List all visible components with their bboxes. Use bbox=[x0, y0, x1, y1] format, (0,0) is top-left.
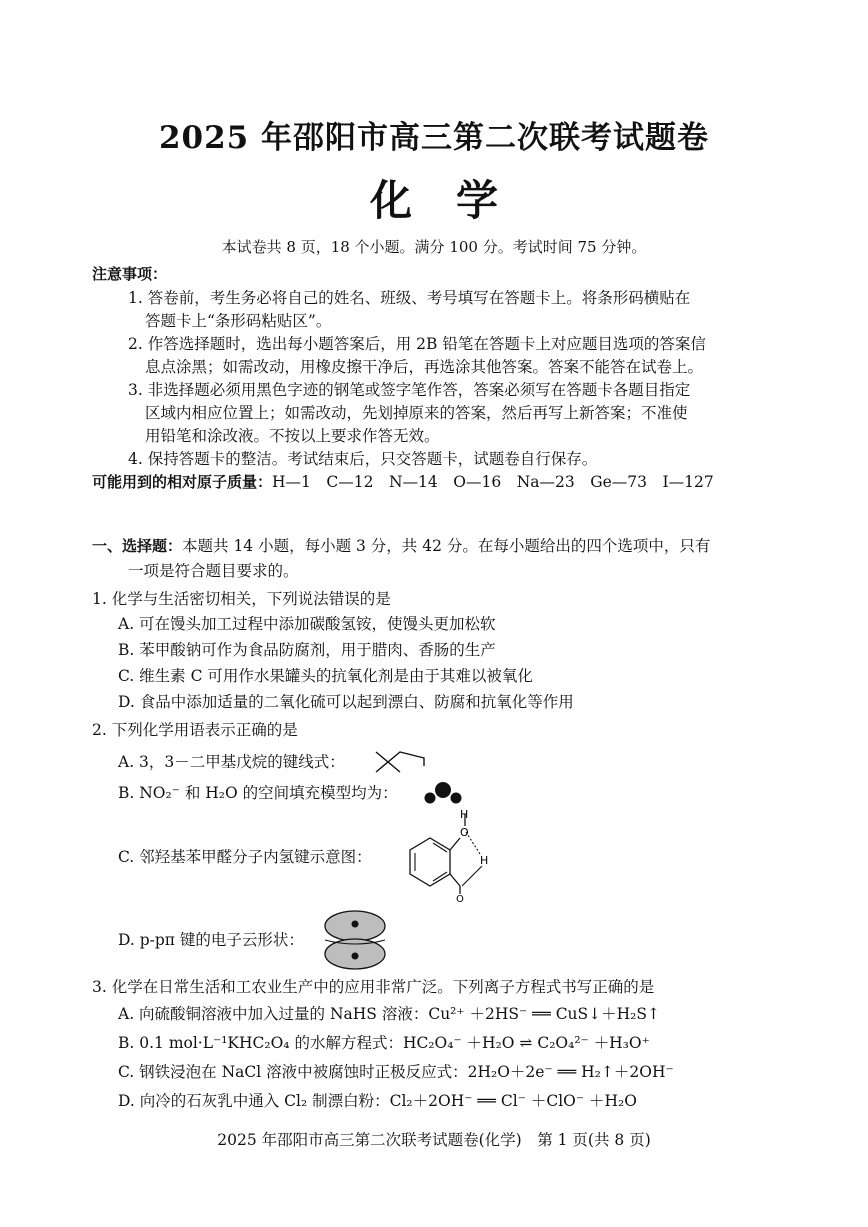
q2-option-b: B. NO₂⁻ 和 H₂O 的空间填充模型均为： bbox=[118, 784, 398, 802]
section-desc: 本题共 14 小题，每小题 3 分，共 42 分。在每小题给出的四个选项中，只有 bbox=[182, 537, 711, 555]
notes-heading: 注意事项： bbox=[92, 265, 168, 283]
atomic-mass-line bbox=[92, 470, 714, 494]
electron-cloud-icon bbox=[322, 906, 388, 974]
note-item: 区域内相应位置上；如需改动，先划掉原来的答案，然后再写上新答案；不准使 bbox=[145, 404, 688, 422]
exam-info: 本试卷共 8 页，18 个小题。满分 100 分。考试时间 75 分钟。 bbox=[221, 238, 647, 256]
page-footer: 2025 年邵阳市高三第二次联考试题卷(化学) 第 1 页(共 8 页) bbox=[217, 1131, 651, 1149]
q2-option-c: C. 邻羟基苯甲醛分子内氢键示意图： bbox=[118, 848, 372, 866]
note-item: 答题卡上“条形码粘贴区”。 bbox=[145, 312, 332, 330]
note-item: 3. 非选择题必须用黑色字迹的钢笔或签字笔作答，答案必须写在答题卡各题目指定 bbox=[128, 381, 691, 399]
section-desc-cont: 一项是符合题目要求的。 bbox=[128, 562, 299, 580]
h-top-label: H bbox=[460, 810, 469, 821]
subject-title: 化学 bbox=[369, 176, 542, 225]
q1-option-c: C. 维生素 C 可用作水果罐头的抗氧化剂是由于其难以被氧化 bbox=[118, 667, 533, 685]
section-heading: 一、选择题： bbox=[92, 537, 183, 555]
o-bottom-label: O bbox=[456, 894, 464, 902]
note-item: 2. 作答选择题时，选出每小题答案后，用 2B 铅笔在答题卡上对应题目选项的答案信 bbox=[128, 335, 706, 353]
space-filling-model-icon bbox=[422, 780, 464, 806]
q1-option-b: B. 苯甲酸钠可作为食品防腐剂，用于腊肉、香肠的生产 bbox=[118, 641, 496, 659]
atomic-mass-values: H—1 C—12 N—14 O—16 Na—23 Ge—73 I—127 bbox=[272, 473, 714, 491]
q1-stem: 1. 化学与生活密切相关，下列说法错误的是 bbox=[92, 590, 391, 608]
q2-option-a: A. 3，3－二甲基戊烷的键线式： bbox=[118, 753, 345, 771]
q3-option-b: B. 0.1 mol·L⁻¹KHC₂O₄ 的水解方程式：HC₂O₄⁻ ＋H₂O ⇌ C₂O₄²⁻ ＋H₃O⁺ bbox=[118, 1034, 650, 1052]
q1-option-d: D. 食品中添加适量的二氧化硫可以起到漂白、防腐和抗氧化等作用 bbox=[118, 693, 574, 711]
note-item: 1. 答卷前，考生务必将自己的姓名、班级、考号填写在答题卡上。将条形码横贴在 bbox=[128, 289, 691, 307]
note-item: 4. 保持答题卡的整洁。考试结束后，只交答题卡，试题卷自行保存。 bbox=[128, 450, 598, 468]
note-item: 用铅笔和涂改液。不按以上要求作答无效。 bbox=[145, 427, 440, 445]
atomic-mass-label: 可能用到的相对原子质量： bbox=[92, 473, 273, 491]
q3-option-d: D. 向冷的石灰乳中通入 Cl₂ 制漂白粉：Cl₂＋2OH⁻ ══ Cl⁻ ＋ClO⁻ ＋H₂O bbox=[118, 1092, 637, 1110]
skeletal-formula-icon bbox=[372, 748, 428, 776]
hydrogen-bond-diagram-icon bbox=[400, 810, 500, 902]
q3-option-a: A. 向硫酸铜溶液中加入过量的 NaHS 溶液：Cu²⁺ ＋2HS⁻ ══ CuS↓＋H₂S↑ bbox=[118, 1005, 660, 1023]
q3-option-c: C. 钢铁浸泡在 NaCl 溶液中被腐蚀时正极反应式：2H₂O＋2e⁻ ══ H₂↑＋2OH⁻ bbox=[118, 1063, 674, 1081]
q1-option-a: A. 可在馒头加工过程中添加碳酸氢铵，使馒头更加松软 bbox=[118, 615, 496, 633]
note-item: 息点涂黑；如需改动，用橡皮擦干净后，再选涂其他答案。答案不能答在试卷上。 bbox=[145, 358, 704, 376]
exam-title: 2025 年邵阳市高三第二次联考试题卷 bbox=[158, 120, 710, 156]
section-heading-line bbox=[92, 534, 710, 558]
q2-option-d: D. p-pπ 键的电子云形状： bbox=[118, 931, 304, 949]
o-top-label: O bbox=[460, 826, 469, 839]
q2-stem: 2. 下列化学用语表示正确的是 bbox=[92, 721, 298, 739]
q3-stem: 3. 化学在日常生活和工农业生产中的应用非常广泛。下列离子方程式书写正确的是 bbox=[92, 978, 655, 996]
h-right-label: H bbox=[480, 854, 489, 867]
